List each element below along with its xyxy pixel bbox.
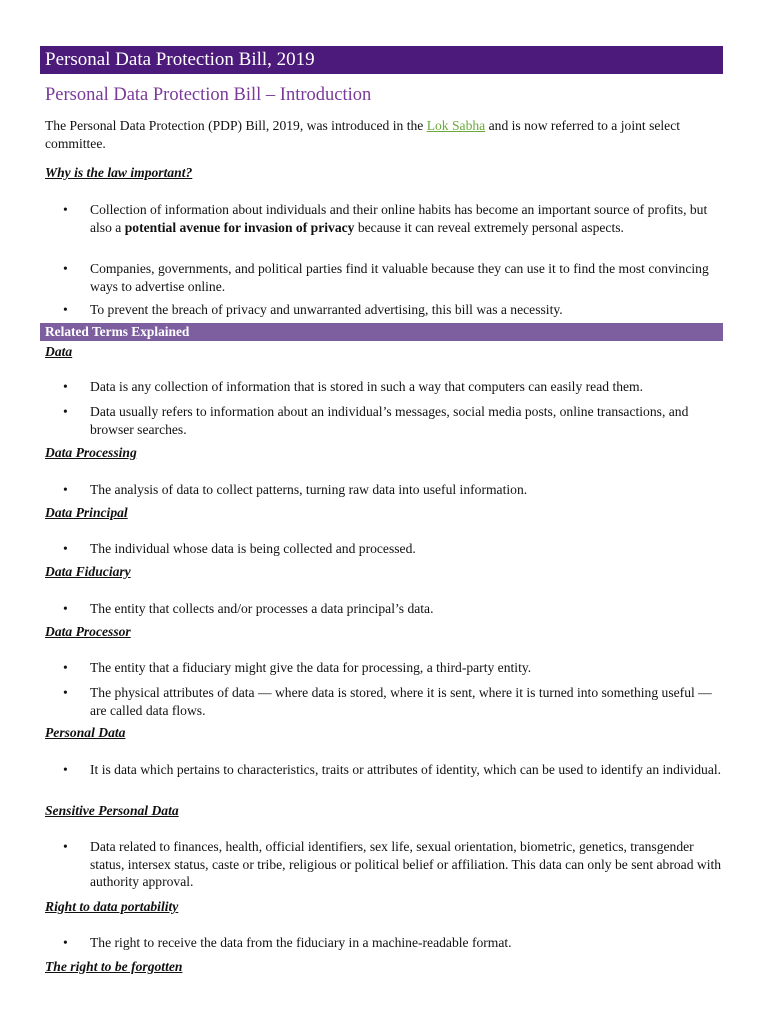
bullet-icon: •	[63, 379, 68, 394]
term-heading-personal-data: Personal Data	[45, 725, 126, 740]
bullet-icon: •	[63, 541, 68, 556]
list-item	[45, 761, 725, 779]
list-item	[45, 934, 725, 952]
list-item	[45, 403, 725, 438]
list-item	[45, 659, 725, 677]
list-item	[45, 684, 725, 719]
list-item	[45, 301, 725, 319]
bullet-icon: •	[63, 685, 68, 700]
bullet-icon: •	[63, 660, 68, 675]
document-title: Personal Data Protection Bill, 2019	[40, 46, 723, 74]
term-heading-sensitive-personal-data: Sensitive Personal Data	[45, 803, 179, 818]
bullet-icon: •	[63, 202, 68, 217]
list-item-text: The right to receive the data from the fiduciary in a machine-readable format.	[90, 935, 512, 950]
list-item-text: Collection of information about individuals and their online habits has become an important source of profits, but also a potential avenue for invasion of privacy because it can reveal extremely personal aspects.	[90, 202, 708, 235]
list-item	[45, 540, 725, 558]
bullet-icon: •	[63, 601, 68, 616]
term-heading-right-to-data-portability: Right to data portability	[45, 899, 179, 914]
list-item-text: Data usually refers to information about an individual’s messages, social media posts, online transactions, and browser searches.	[90, 404, 689, 437]
list-item-text: It is data which pertains to characteristics, traits or attributes of identity, which can be used to identify an individual.	[90, 762, 722, 777]
list-item-text: To prevent the breach of privacy and unwarranted advertising, this bill was a necessity.	[90, 302, 563, 317]
intro-text-after: and is now referred to a joint select committee.	[45, 118, 681, 151]
bullet-icon: •	[63, 762, 68, 777]
bullet-icon: •	[63, 404, 68, 419]
list-item-text: The entity that a fiduciary might give the data for processing, a third-party entity.	[90, 660, 532, 675]
list-item	[45, 201, 725, 236]
related-terms-bar: Related Terms Explained	[40, 323, 723, 341]
intro-paragraph	[45, 117, 725, 152]
bold-phrase: potential avenue for invasion of privacy	[124, 219, 355, 235]
term-heading-data: Data	[45, 344, 73, 359]
list-item-text: Data is any collection of information that is stored in such a way that computers can easily read them.	[90, 379, 644, 394]
term-heading-data-processing: Data Processing	[45, 445, 137, 460]
term-heading-data-fiduciary: Data Fiduciary	[45, 564, 131, 579]
term-heading-right-to-be-forgotten: The right to be forgotten	[45, 959, 183, 974]
list-item	[45, 260, 725, 295]
bullet-icon: •	[63, 302, 68, 317]
list-item	[45, 838, 725, 891]
list-item-text: The physical attributes of data — where data is stored, where it is sent, where it is turned into something useful — are called data flows.	[90, 685, 712, 718]
lok-sabha-link[interactable]: Lok Sabha	[426, 118, 486, 133]
term-heading-data-principal: Data Principal	[45, 505, 128, 520]
list-item-text: Companies, governments, and political parties find it valuable because they can use it to find the most convincing ways to advertise online.	[90, 261, 709, 294]
section-title-introduction: Personal Data Protection Bill – Introduction	[45, 85, 372, 105]
list-item-text: The entity that collects and/or processes a data principal’s data.	[90, 601, 434, 616]
list-item-text: The individual whose data is being collected and processed.	[90, 541, 416, 556]
list-item-text: Data related to finances, health, official identifiers, sex life, sexual orientation, biometric, genetics, transgender status, intersex status, caste or tribe, religious or political belief or affiliation. This data can only be sent abroad with authority approval.	[90, 839, 722, 889]
bullet-icon: •	[63, 935, 68, 950]
list-item	[45, 481, 725, 499]
list-item-text: The analysis of data to collect patterns, turning raw data into useful information.	[90, 482, 528, 497]
why-law-important-heading: Why is the law important?	[45, 165, 193, 180]
term-heading-data-processor: Data Processor	[45, 624, 131, 639]
bullet-icon: •	[63, 482, 68, 497]
list-item	[45, 600, 725, 618]
bullet-icon: •	[63, 261, 68, 276]
list-item	[45, 378, 725, 396]
intro-text-before: The Personal Data Protection (PDP) Bill, 2019, was introduced in the	[45, 118, 427, 133]
bullet-icon: •	[63, 839, 68, 854]
